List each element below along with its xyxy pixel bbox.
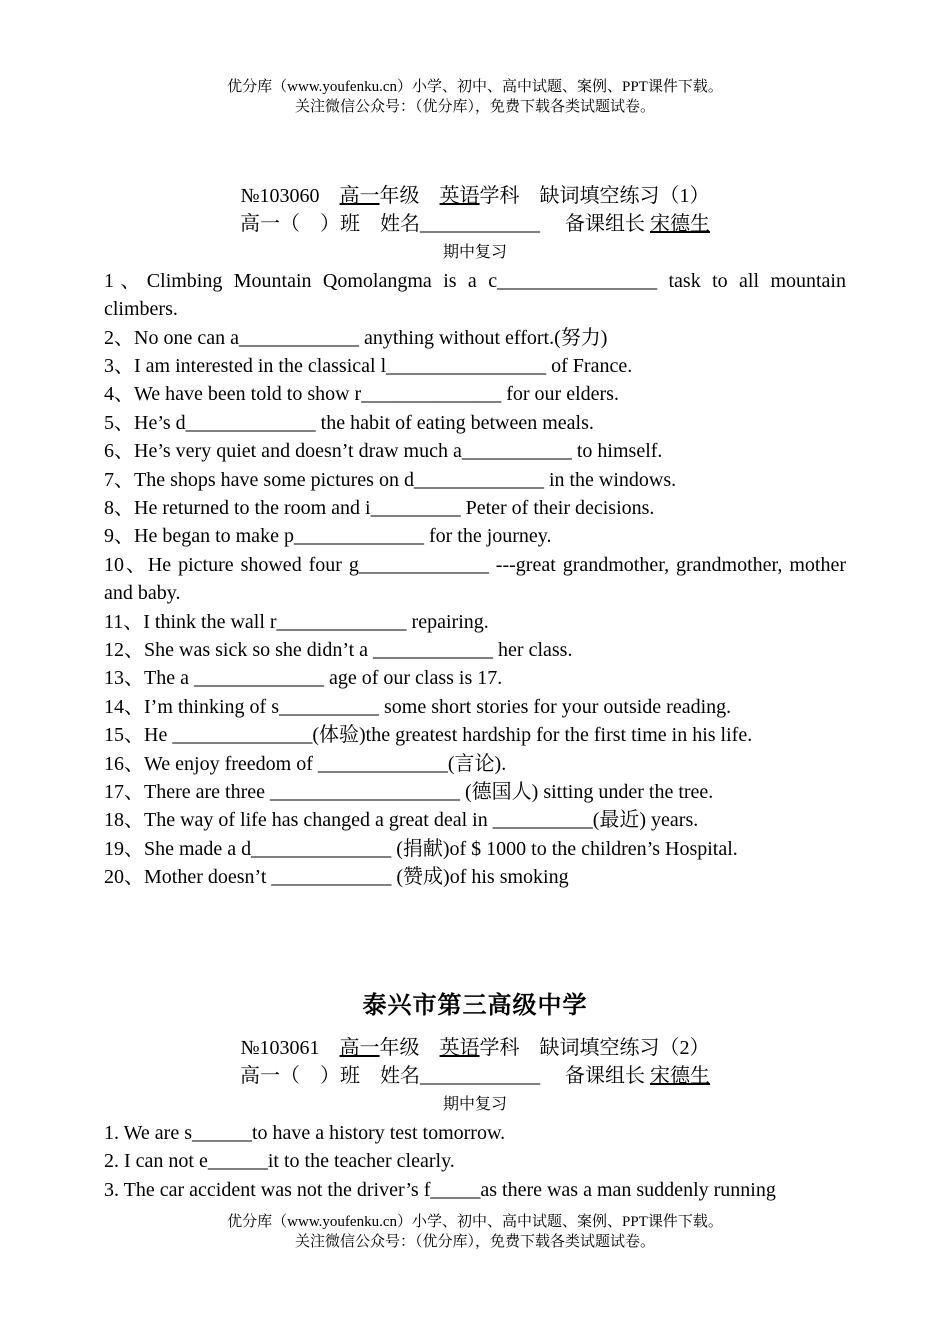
sheet1-question: 19、She made a d______________ (捐献)of $ 1000 to the children’s Hospital.	[104, 838, 738, 860]
sheet2-leader-name: 宋德生	[650, 1065, 710, 1087]
sheet1-name-blank: ____________	[420, 213, 540, 235]
sheet1-grade-suffix: 年级	[379, 185, 420, 207]
sheet1-question: 17、There are three ___________________ (德国人) sitting under the tree.	[104, 781, 714, 803]
page-header-line1: 优分库（www.youfenku.cn）小学、初中、高中试题、案例、PPT课件下载。	[227, 79, 723, 95]
sheet1-question: 3、I am interested in the classical l________________ of France.	[104, 355, 633, 377]
sheet2-class-label: 高一（ ）班	[240, 1065, 360, 1087]
sheet1-question: 11、I think the wall r_____________ repairing.	[104, 611, 489, 633]
sheet1-subject-suffix: 学科	[479, 185, 520, 207]
sheet1-subject: 英语	[439, 185, 480, 207]
sheet1-question: 10、He picture showed four g_____________ ---great grandmother, grandmother, mother and baby.	[104, 554, 846, 605]
sheet1-question: 5、He’s d_____________ the habit of eating between meals.	[104, 412, 594, 434]
sheet2-name-blank: ____________	[420, 1065, 540, 1087]
sheet2-question: 3. The car accident was not the driver’s f_____as there was a man suddenly running	[104, 1179, 776, 1201]
sheet1-question: 20、Mother doesn’t ____________ (赞成)of his smoking	[104, 866, 569, 888]
sheet1-question: 18、The way of life has changed a great deal in __________(最近) years.	[104, 809, 699, 831]
sheet1-question: 6、He’s very quiet and doesn’t draw much a___________ to himself.	[104, 440, 663, 462]
sheet2-number: №103061	[240, 1037, 320, 1059]
page-header-line2: 关注微信公众号：（优分库），免费下载各类试题试卷。	[294, 99, 655, 115]
sheet2-grade: 高一	[339, 1037, 380, 1059]
sheet1-question: 15、He ______________(体验)the greatest hardship for the first time in his life.	[104, 724, 753, 746]
sheet1-question: 14、I’m thinking of s__________ some short stories for your outside reading.	[104, 696, 732, 718]
sheet1-question: 13、The a _____________ age of our class is 17.	[104, 667, 503, 689]
sheet1-question: 8、He returned to the room and i_________ Peter of their decisions.	[104, 497, 655, 519]
sheet1-class-label: 高一（ ）班	[240, 213, 360, 235]
page-footer-line1: 优分库（www.youfenku.cn）小学、初中、高中试题、案例、PPT课件下载。	[227, 1214, 723, 1230]
sheet1-question: 12、She was sick so she didn’t a ____________ her class.	[104, 639, 573, 661]
sheet2-exercise: 缺词填空练习（2）	[539, 1037, 710, 1059]
sheet2-class-line	[0, 1062, 950, 1090]
sheet2-grade-suffix: 年级	[379, 1037, 420, 1059]
sheet1-class-line	[0, 210, 950, 238]
sheet1-section: 期中复习	[442, 244, 507, 261]
sheet1-question: 7、The shops have some pictures on d_____________ in the windows.	[104, 469, 677, 491]
school-name: 泰兴市第三高级中学	[362, 993, 588, 1019]
sheet2-leader-label: 备课组长	[565, 1065, 645, 1087]
sheet2-subject-suffix: 学科	[479, 1037, 520, 1059]
sheet2-question: 1. We are s______to have a history test tomorrow.	[104, 1122, 506, 1144]
sheet1-question: 2、No one can a____________ anything without effort.(努力)	[104, 327, 608, 349]
sheet2-title	[0, 1034, 950, 1062]
sheet1-exercise: 缺词填空练习（1）	[539, 185, 710, 207]
page-footer-line2: 关注微信公众号：（优分库），免费下载各类试题试卷。	[294, 1234, 655, 1250]
sheet1-grade: 高一	[339, 185, 380, 207]
sheet1-question: 4、We have been told to show r______________ for our elders.	[104, 383, 619, 405]
sheet1-number: №103060	[240, 185, 320, 207]
sheet1-name-label: 姓名	[380, 213, 420, 235]
sheet2-section: 期中复习	[442, 1096, 507, 1113]
sheet1-question: 1、Climbing Mountain Qomolangma is a c________________ task to all mountain climbers.	[104, 270, 846, 321]
sheet2-question: 2. I can not e______it to the teacher clearly.	[104, 1150, 455, 1172]
sheet2-name-label: 姓名	[380, 1065, 420, 1087]
sheet1-question: 9、He began to make p_____________ for the journey.	[104, 525, 552, 547]
sheet1-leader-label: 备课组长	[565, 213, 645, 235]
sheet1-question: 16、We enjoy freedom of _____________(言论).	[104, 753, 507, 775]
sheet1-leader-name: 宋德生	[650, 213, 710, 235]
sheet1-title	[0, 182, 950, 210]
sheet2-subject: 英语	[439, 1037, 480, 1059]
